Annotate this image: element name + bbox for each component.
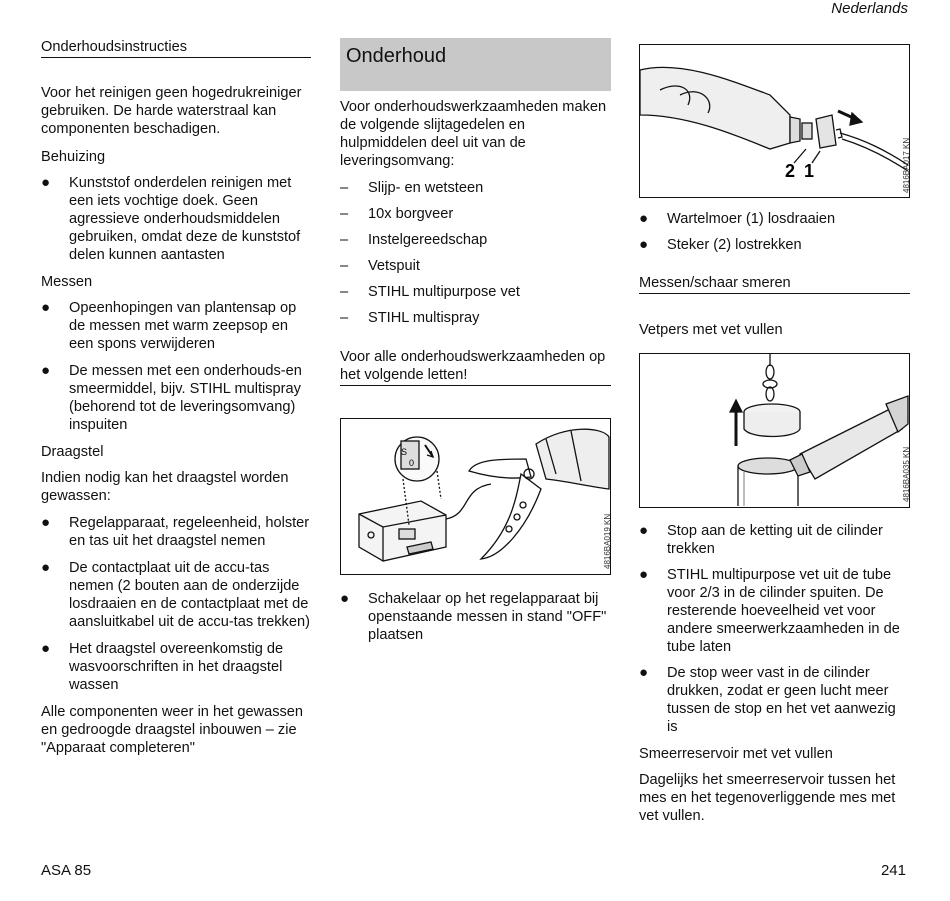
switch-label-s: S bbox=[401, 447, 408, 457]
dash-icon: – bbox=[340, 180, 349, 196]
connector-list bbox=[639, 210, 910, 254]
bullet-icon: ● bbox=[41, 514, 51, 531]
switch-label-0: 0 bbox=[409, 458, 415, 468]
bullet-icon: ● bbox=[41, 640, 51, 657]
list-item: ● Stop aan de ketting uit de cilinder trekken bbox=[639, 522, 883, 557]
list-item: ● Het draagstel overeenkomstig de wasvoorschriften in het draagstel wassen bbox=[41, 640, 284, 693]
bullet-icon: ● bbox=[639, 236, 649, 253]
blades-heading: Messen bbox=[41, 274, 93, 290]
list-item: ● Wartelmoer (1) losdraaien bbox=[639, 210, 836, 227]
list-item: ● Kunststof onderdelen reinigen met een iets vochtige doek. Geen agressieve onderhoudsmiddelen gebruiken, omdat deze de kunststof delen kunnen aantasten bbox=[41, 174, 301, 263]
list-item: – Vetspuit bbox=[340, 258, 420, 274]
cleaning-title: Onderhoudsinstructies bbox=[41, 38, 311, 58]
attention-heading: Voor alle onderhoudswerkzaamheden op het volgende letten! bbox=[340, 348, 611, 386]
grease-figure bbox=[639, 353, 910, 508]
bullet-icon: ● bbox=[639, 566, 649, 583]
cleaning-intro: Voor het reinigen geen hogedrukreiniger gebruiken. De harde waterstraal kan componenten beschadigen. bbox=[41, 85, 302, 137]
reservoir-text: Dagelijks het smeerreservoir tussen het mes en het tegenoverliggende mes met vet vullen. bbox=[639, 772, 896, 824]
harness-outro: Alle componenten weer in het gewassen en gedroogde draagstel inbouwen – zie "Apparaat completeren" bbox=[41, 704, 304, 756]
housing-heading: Behuizing bbox=[41, 149, 106, 165]
bullet-icon: ● bbox=[340, 590, 350, 607]
dash-icon: – bbox=[340, 284, 349, 300]
column-maintenance bbox=[340, 38, 611, 644]
list-item: – STIHL multispray bbox=[340, 310, 480, 326]
harness-intro: Indien nodig kan het draagstel worden gewassen: bbox=[41, 470, 289, 504]
figure-code: 4816BA017 KN bbox=[902, 137, 911, 193]
blades-list bbox=[41, 299, 311, 434]
part-label-2: 2 bbox=[785, 161, 796, 181]
switch-list bbox=[340, 590, 611, 644]
bullet-icon: ● bbox=[639, 210, 649, 227]
bullet-icon: ● bbox=[41, 559, 51, 576]
housing-list bbox=[41, 174, 311, 264]
list-item: – Instelgereedschap bbox=[340, 232, 488, 248]
model-name: ASA 85 bbox=[41, 862, 92, 879]
page-number: 241 bbox=[880, 862, 906, 879]
list-item: – 10x borgveer bbox=[340, 206, 454, 222]
list-item: – STIHL multipurpose vet bbox=[340, 284, 520, 300]
list-item: ● Opeenhopingen van plantensap op de messen met warm zeepsop en een spons verwijderen bbox=[41, 299, 297, 352]
grease-list bbox=[639, 522, 910, 736]
figure-code: 4816BA035 KN bbox=[902, 446, 911, 502]
harness-heading: Draagstel bbox=[41, 444, 104, 460]
part-label-1: 1 bbox=[804, 161, 815, 181]
connector-illustration bbox=[640, 45, 908, 196]
lubrication-title: Messen/schaar smeren bbox=[639, 274, 910, 294]
dash-icon: – bbox=[340, 258, 349, 274]
list-item: – Slijp- en wetsteen bbox=[340, 180, 484, 196]
bullet-icon: ● bbox=[41, 362, 51, 379]
list-item: ● De stop weer vast in de cilinder drukken, zodat er geen lucht meer tussen de stop en het vet aanwezig is bbox=[639, 664, 896, 735]
bullet-icon: ● bbox=[639, 522, 649, 539]
list-item: ● Steker (2) lostrekken bbox=[639, 236, 802, 253]
connector-figure bbox=[639, 44, 910, 198]
harness-list bbox=[41, 514, 311, 694]
list-item: ● De messen met een onderhouds-en smeermiddel, bijv. STIHL multispray (behorend tot de leveringsomvang) inspuiten bbox=[41, 362, 302, 433]
reservoir-heading: Smeerreservoir met vet vullen bbox=[639, 746, 833, 762]
dash-icon: – bbox=[340, 206, 349, 222]
figure-code: 4816BA019 KN bbox=[603, 513, 612, 569]
list-item: ● De contactplaat uit de accu-tas nemen (2 bouten aan de onderzijde losdraaien en de contactplaat met de aansluitkabel uit de accu-tas trekken) bbox=[41, 559, 310, 630]
language-label: Nederlands bbox=[831, 0, 908, 17]
list-item: ● Schakelaar op het regelapparaat bij openstaande messen in stand "OFF" plaatsen bbox=[340, 590, 607, 643]
grease-gun-illustration bbox=[640, 354, 908, 506]
controller-pruner-illustration bbox=[341, 419, 609, 573]
list-item: ● STIHL multipurpose vet uit de tube voor 2/3 in de cilinder spuiten. De resterende hoeveelheid vet voor andere smeerwerkzaamheden in de tube laten bbox=[639, 566, 900, 655]
parts-list bbox=[340, 179, 611, 327]
maintenance-banner: Onderhoud bbox=[340, 38, 611, 91]
bullet-icon: ● bbox=[639, 664, 649, 681]
switch-figure bbox=[340, 418, 611, 575]
bullet-icon: ● bbox=[41, 174, 51, 191]
grease-heading: Vetpers met vet vullen bbox=[639, 322, 783, 338]
dash-icon: – bbox=[340, 310, 349, 326]
maintenance-intro: Voor onderhoudswerkzaamheden maken de volgende slijtagedelen en hulpmiddelen deel uit van de leveringsomvang: bbox=[340, 99, 607, 169]
column-cleaning bbox=[41, 38, 311, 757]
dash-icon: – bbox=[340, 232, 349, 248]
bullet-icon: ● bbox=[41, 299, 51, 316]
column-lubrication bbox=[639, 44, 910, 825]
list-item: ● Regelapparaat, regeleenheid, holster en tas uit het draagstel nemen bbox=[41, 514, 310, 549]
